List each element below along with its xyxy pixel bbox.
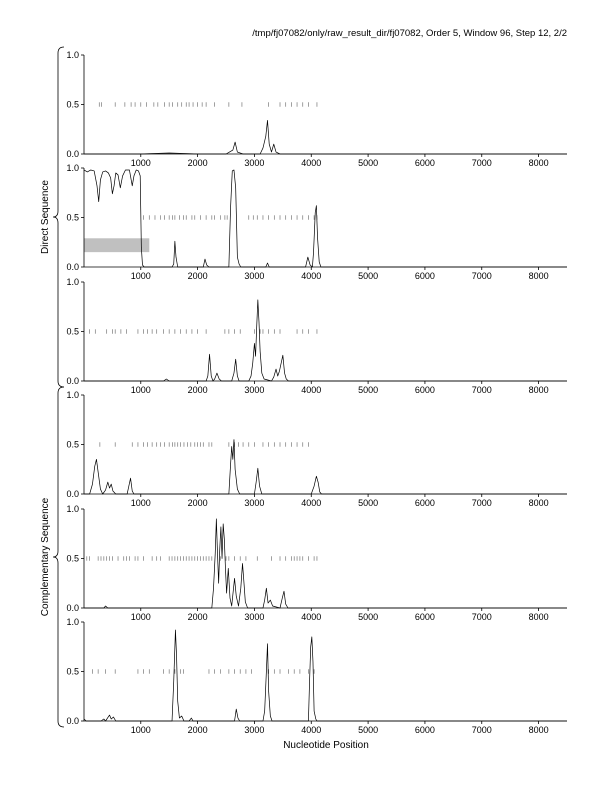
- panel: [66, 504, 567, 622]
- x-axis-title: Nucleotide Position: [283, 740, 369, 751]
- y-tick-label: 0.0: [66, 489, 79, 499]
- x-tick-label: 6000: [414, 725, 435, 735]
- probability-line: [84, 519, 567, 608]
- x-tick-label: 6000: [414, 385, 435, 395]
- y-tick-label: 1.0: [66, 504, 79, 514]
- x-tick-label: 2000: [187, 385, 208, 395]
- x-tick-label: 3000: [244, 725, 265, 735]
- x-tick-label: 7000: [471, 271, 492, 281]
- x-tick-label: 1000: [130, 725, 151, 735]
- y-tick-label: 0.0: [66, 716, 79, 726]
- probability-line: [84, 300, 567, 381]
- x-tick-label: 8000: [528, 725, 549, 735]
- y-tick-label: 1.0: [66, 50, 79, 60]
- x-tick-label: 7000: [471, 725, 492, 735]
- y-tick-label: 0.5: [66, 666, 79, 677]
- y-tick-label: 0.5: [66, 99, 79, 110]
- x-tick-label: 7000: [471, 385, 492, 395]
- probability-line: [84, 440, 567, 494]
- x-tick-label: 5000: [358, 725, 379, 735]
- x-tick-label: 6000: [414, 612, 435, 622]
- x-tick-label: 4000: [301, 385, 322, 395]
- x-tick-label: 8000: [528, 498, 549, 508]
- group-label: Direct Sequence: [40, 180, 51, 254]
- x-tick-label: 7000: [471, 612, 492, 622]
- x-tick-label: 8000: [528, 271, 549, 281]
- x-tick-label: 8000: [528, 612, 549, 622]
- x-tick-label: 4000: [301, 725, 322, 735]
- y-tick-label: 1.0: [66, 277, 79, 287]
- y-tick-label: 0.0: [66, 149, 79, 159]
- x-tick-label: 8000: [528, 158, 549, 168]
- x-tick-label: 4000: [301, 498, 322, 508]
- x-tick-label: 5000: [358, 158, 379, 168]
- x-tick-label: 3000: [244, 385, 265, 395]
- probability-line: [84, 170, 567, 267]
- x-tick-label: 5000: [358, 498, 379, 508]
- x-tick-label: 2000: [187, 271, 208, 281]
- x-tick-label: 1000: [130, 612, 151, 622]
- y-tick-label: 1.0: [66, 163, 79, 173]
- x-tick-label: 3000: [244, 271, 265, 281]
- panel: [66, 390, 567, 508]
- chart-panels: [66, 50, 567, 735]
- x-tick-label: 4000: [301, 271, 322, 281]
- x-tick-label: 5000: [358, 612, 379, 622]
- y-tick-label: 1.0: [66, 617, 79, 627]
- panel: [66, 277, 567, 395]
- group-brackets: [40, 47, 64, 727]
- y-tick-label: 0.0: [66, 603, 79, 613]
- panel: [66, 50, 567, 168]
- x-tick-label: 1000: [130, 385, 151, 395]
- x-tick-label: 5000: [358, 271, 379, 281]
- x-tick-label: 3000: [244, 498, 265, 508]
- x-tick-label: 2000: [187, 158, 208, 168]
- y-tick-label: 0.5: [66, 553, 79, 564]
- y-tick-label: 0.5: [66, 326, 79, 337]
- probability-line: [84, 630, 567, 721]
- x-tick-label: 2000: [187, 725, 208, 735]
- x-tick-label: 6000: [414, 271, 435, 281]
- group-brace: [53, 47, 64, 387]
- x-tick-label: 2000: [187, 612, 208, 622]
- group-bracket: [40, 387, 64, 727]
- y-tick-label: 0.0: [66, 262, 79, 272]
- x-tick-label: 1000: [130, 498, 151, 508]
- highlight-region: [84, 238, 149, 252]
- x-tick-label: 4000: [301, 158, 322, 168]
- x-tick-label: 1000: [130, 158, 151, 168]
- x-tick-label: 7000: [471, 158, 492, 168]
- x-tick-label: 5000: [358, 385, 379, 395]
- x-tick-label: 7000: [471, 498, 492, 508]
- x-tick-label: 4000: [301, 612, 322, 622]
- y-tick-label: 0.0: [66, 376, 79, 386]
- y-tick-label: 0.5: [66, 439, 79, 450]
- x-tick-label: 3000: [244, 158, 265, 168]
- x-tick-label: 3000: [244, 612, 265, 622]
- group-label: Complementary Sequence: [40, 497, 51, 617]
- x-tick-label: 2000: [187, 498, 208, 508]
- group-bracket: [40, 47, 64, 387]
- y-tick-label: 0.5: [66, 212, 79, 223]
- x-tick-label: 6000: [414, 498, 435, 508]
- group-brace: [53, 387, 64, 727]
- x-tick-label: 8000: [528, 385, 549, 395]
- x-tick-label: 6000: [414, 158, 435, 168]
- panel: [66, 617, 567, 735]
- probability-line: [84, 120, 567, 154]
- x-tick-label: 1000: [130, 271, 151, 281]
- y-tick-label: 1.0: [66, 390, 79, 400]
- figure-title: /tmp/fj07082/only/raw_result_dir/fj07082, Order 5, Window 96, Step 12, 2/2: [252, 28, 567, 39]
- panel: [66, 163, 567, 281]
